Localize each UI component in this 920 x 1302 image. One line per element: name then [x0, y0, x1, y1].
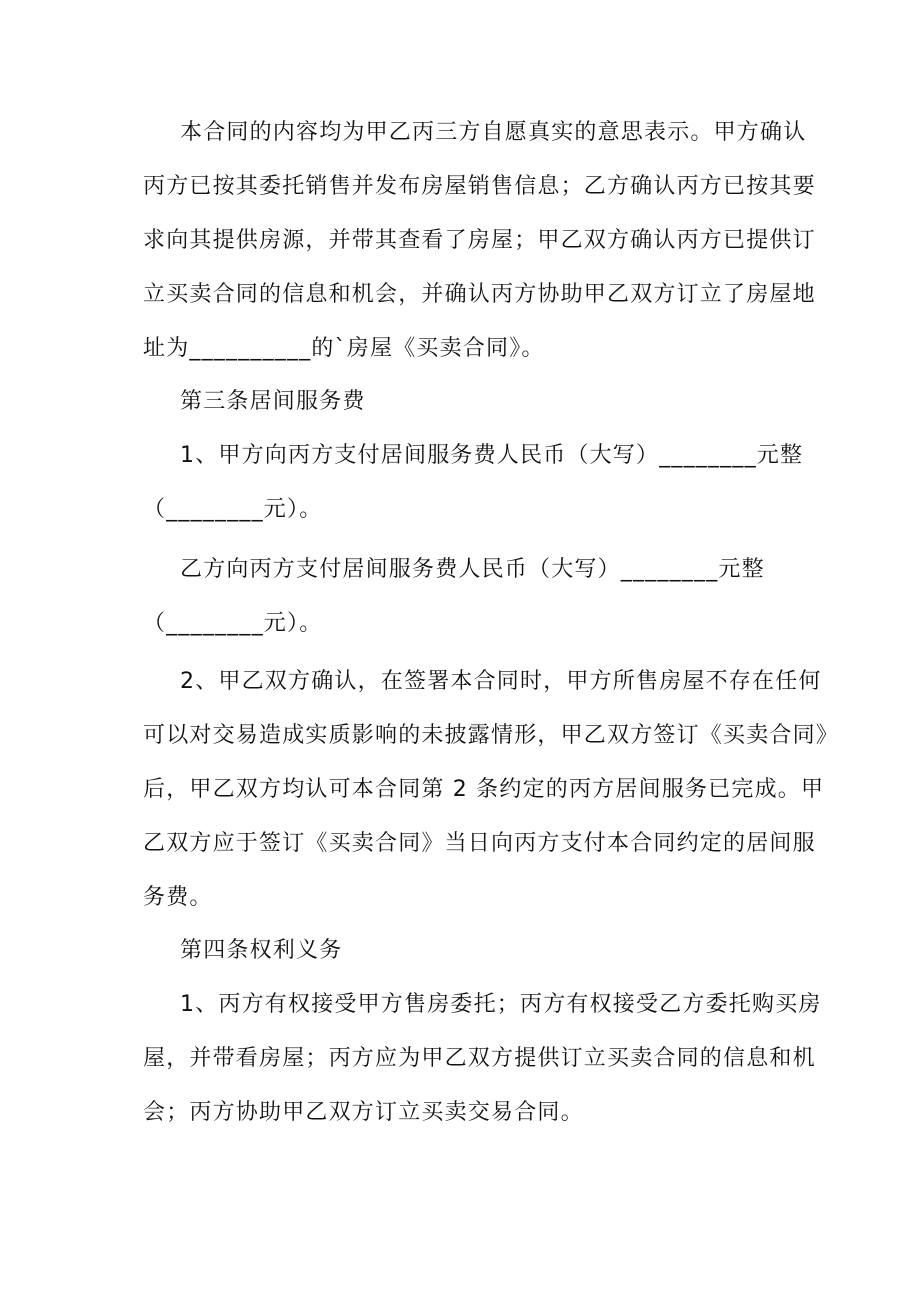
paragraph-line: （________元）。: [143, 611, 323, 636]
paragraph-line: 乙双方应于签订《买卖合同》当日向丙方支付本合同约定的居间服: [143, 831, 816, 856]
paragraph-line: 后，甲乙双方均认可本合同第 2 条约定的丙方居间服务已完成。甲: [143, 777, 825, 802]
paragraph-line: 本合同的内容均为甲乙丙三方自愿真实的意思表示。甲方确认: [180, 120, 807, 145]
paragraph-line: 1、丙方有权接受甲方售房委托；丙方有权接受乙方委托购买房: [180, 992, 822, 1017]
paragraph-line: 1、甲方向丙方支付居间服务费人民币（大写）________元整: [180, 443, 804, 468]
paragraph-line: （________元）。: [143, 497, 323, 522]
paragraph-line: 务费。: [143, 885, 213, 910]
paragraph-line: 丙方已按其委托销售并发布房屋销售信息；乙方确认丙方已按其要: [143, 174, 816, 199]
paragraph-line: 2、甲乙双方确认，在签署本合同时，甲方所售房屋不存在任何: [180, 669, 822, 694]
paragraph-line: 乙方向丙方支付居间服务费人民币（大写）________元整: [180, 557, 765, 582]
section-heading: 第四条权利义务: [180, 938, 343, 963]
paragraph-line: 求向其提供房源，并带其查看了房屋；甲乙双方确认丙方已提供订: [143, 228, 816, 253]
paragraph-line: 屋，并带看房屋；丙方应为甲乙双方提供订立买卖合同的信息和机: [143, 1046, 816, 1071]
section-heading: 第三条居间服务费: [180, 389, 366, 414]
paragraph-line: 会；丙方协助甲乙双方订立买卖交易合同。: [143, 1100, 584, 1125]
paragraph-line: 可以对交易造成实质影响的未披露情形，甲乙双方签订《买卖合同》: [143, 723, 840, 748]
paragraph-line: 立买卖合同的信息和机会，并确认丙方协助甲乙双方订立了房屋地: [143, 282, 816, 307]
paragraph-line: 址为__________的`房屋《买卖合同》。: [143, 336, 545, 361]
